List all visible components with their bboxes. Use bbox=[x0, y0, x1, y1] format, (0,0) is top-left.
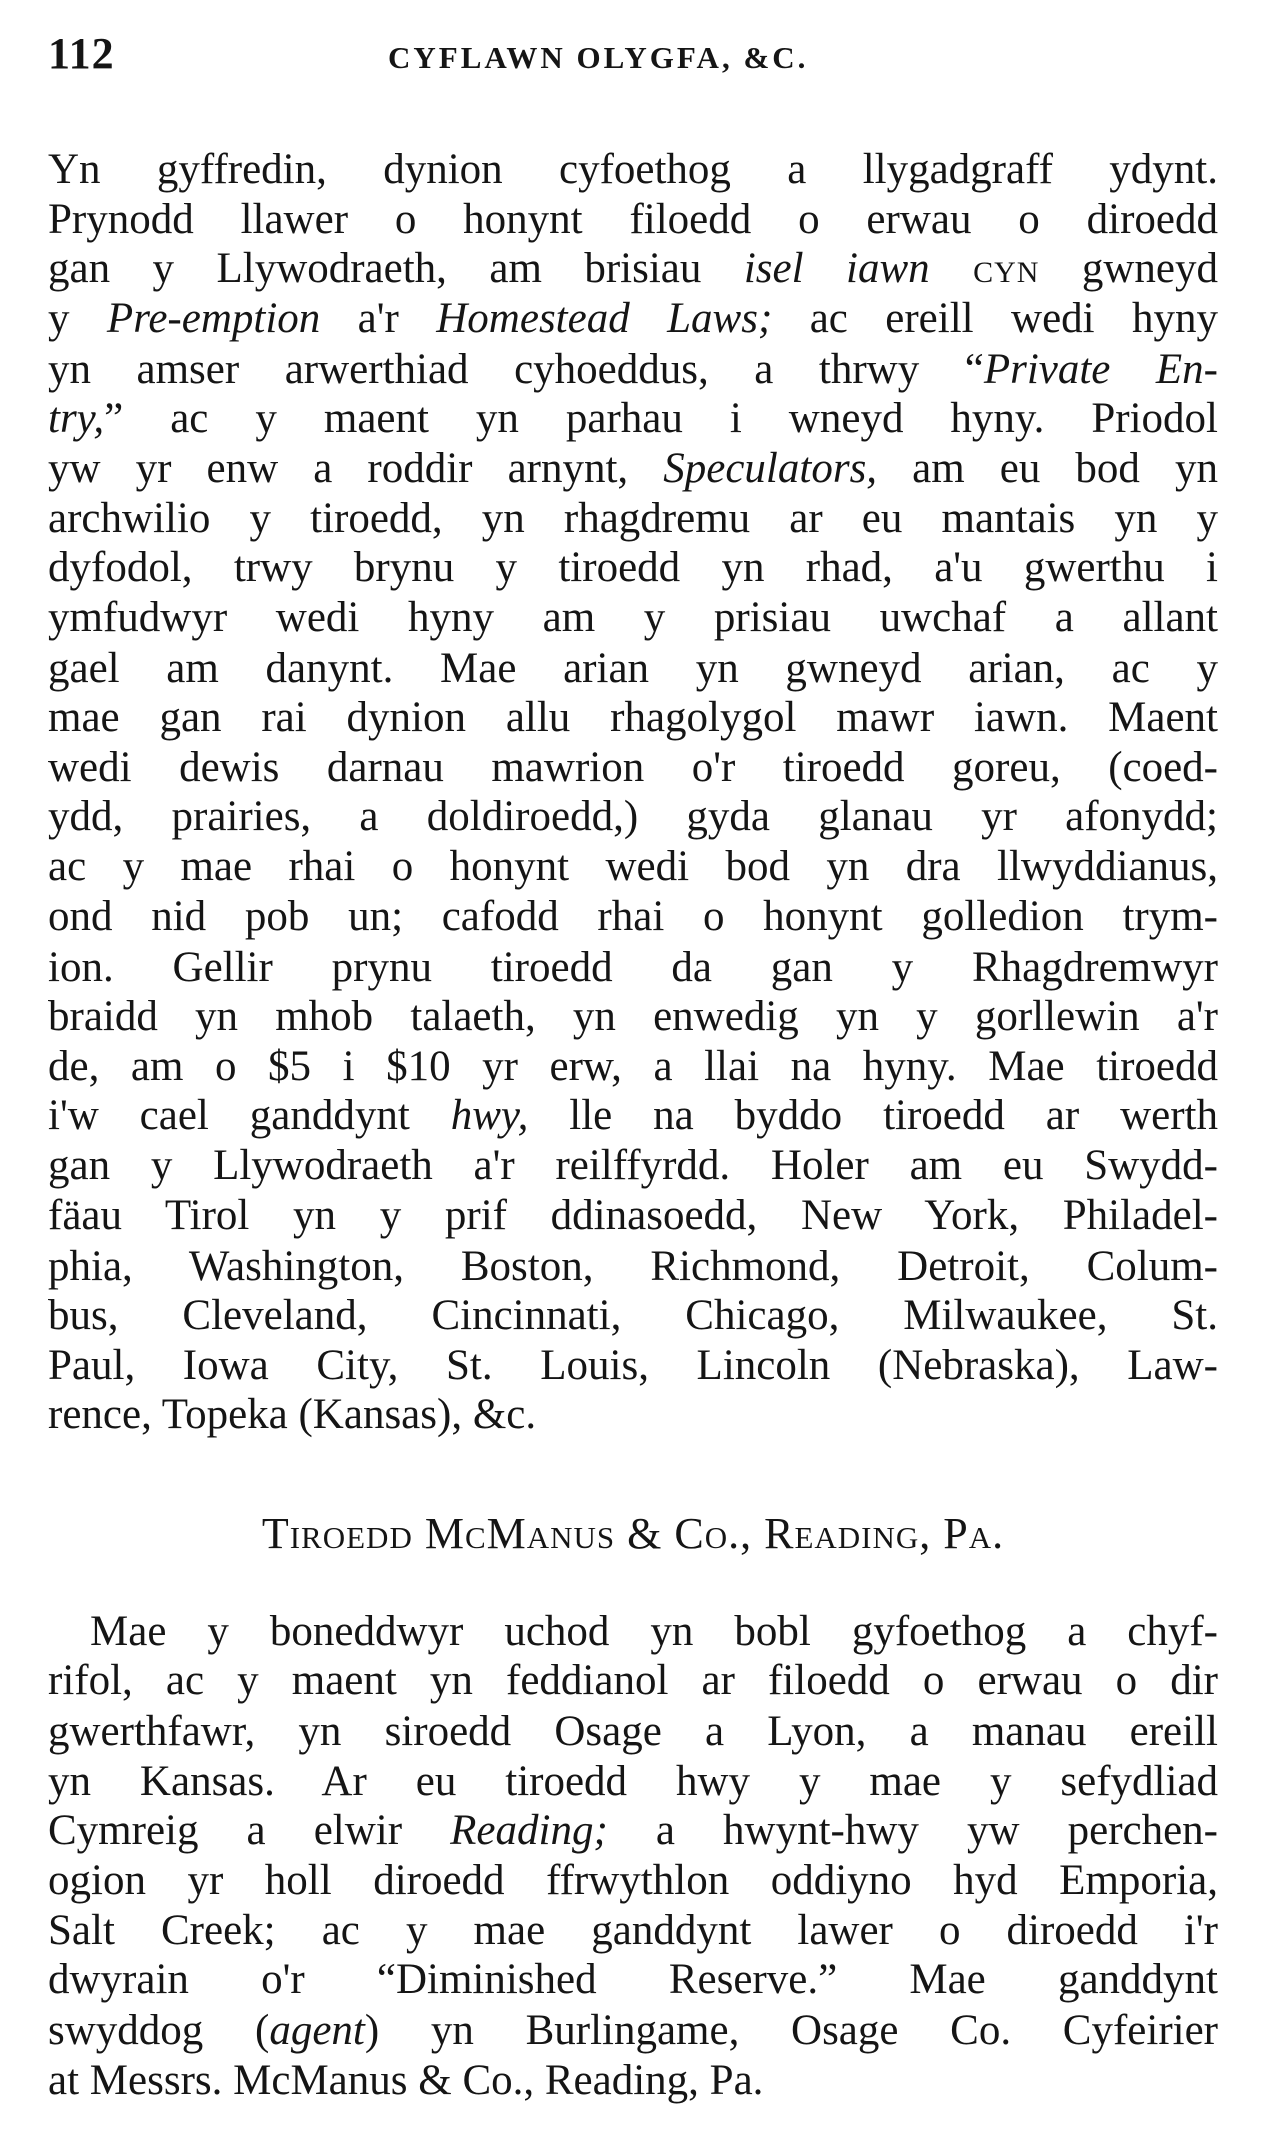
paragraph-1-line: Prynodd llawer o honynt filoedd o erwau o diroedd bbox=[48, 196, 1218, 243]
paragraph-1-line: y Pre-emption a'r Homestead Laws; ac ereill wedi hyny bbox=[48, 295, 1219, 342]
running-head bbox=[48, 28, 1213, 88]
running-title: CYFLAWN OLYGFA, &C. bbox=[388, 40, 809, 75]
paragraph-1-line: Yn gyffredin, dynion cyfoethog a llygadgraff ydynt. bbox=[48, 146, 1218, 193]
paragraph-1-line: mae gan rai dynion allu rhagolygol mawr iawn. Maent bbox=[48, 694, 1218, 741]
paragraph-1-line: yw yr enw a roddir arnynt, Speculators, am eu bod yn bbox=[48, 445, 1218, 492]
paragraph-1-line: gan y Llywodraeth a'r reilffyrdd. Holer am eu Swydd- bbox=[48, 1142, 1218, 1189]
paragraph-1-line: braidd yn mhob talaeth, yn enwedig yn y gorllewin a'r bbox=[48, 993, 1218, 1040]
paragraph-1-line: bus, Cleveland, Cincinnati, Chicago, Milwaukee, St. bbox=[48, 1292, 1218, 1339]
paragraph-1-line: gael am danynt. Mae arian yn gwneyd arian, ac y bbox=[48, 645, 1218, 692]
paragraph-2-line: at Messrs. McManus & Co., Reading, Pa. bbox=[48, 2057, 764, 2104]
paragraph-1-line: dyfodol, trwy brynu y tiroedd yn rhad, a'u gwerthu i bbox=[48, 544, 1218, 591]
paragraph-2-line: yn Kansas. Ar eu tiroedd hwy y mae y sefydliad bbox=[48, 1758, 1218, 1805]
paragraph-1-line: ion. Gellir prynu tiroedd da gan y Rhagdremwyr bbox=[48, 944, 1218, 991]
section-heading: Tiroedd McManus & Co., Reading, Pa. bbox=[261, 1509, 1005, 1558]
paragraph-1-line: fäau Tirol yn y prif ddinasoedd, New York, Philadel- bbox=[48, 1192, 1218, 1239]
paragraph-1-line: wedi dewis darnau mawrion o'r tiroedd goreu, (coed- bbox=[48, 744, 1218, 791]
paragraph-2-line: dwyrain o'r “Diminished Reserve.” Mae ganddynt bbox=[48, 1956, 1218, 2003]
paragraph-2-line: Mae y boneddwyr uchod yn bobl gyfoethog a chyf- bbox=[90, 1608, 1218, 1655]
paragraph-1-line: phia, Washington, Boston, Richmond, Detroit, Colum- bbox=[48, 1243, 1218, 1290]
paragraph-1-line: archwilio y tiroedd, yn rhagdremu ar eu mantais yn y bbox=[48, 495, 1218, 542]
paragraph-1-line: de, am o $5 i $10 yr erw, a llai na hyny. Mae tiroedd bbox=[48, 1043, 1218, 1090]
paragraph-1-line: ymfudwyr wedi hyny am y prisiau uwchaf a allant bbox=[48, 594, 1218, 641]
paragraph-1-line: yn amser arwerthiad cyhoeddus, a thrwy “Private En- bbox=[48, 346, 1218, 393]
paragraph-2-line: Cymreig a elwir Reading; a hwynt-hwy yw perchen- bbox=[48, 1807, 1218, 1854]
paragraph-1-line: rence, Topeka (Kansas), &c. bbox=[48, 1391, 537, 1438]
paragraph-1-line: gan y Llywodraeth, am brisiau isel iawn cyn gwneyd bbox=[48, 245, 1219, 292]
paragraph-1-line: Paul, Iowa City, St. Louis, Lincoln (Nebraska), Law- bbox=[48, 1342, 1218, 1389]
paragraph-1-line: try,” ac y maent yn parhau i wneyd hyny. Priodol bbox=[48, 395, 1218, 442]
paragraph-2-line: rifol, ac y maent yn feddianol ar filoedd o erwau o dir bbox=[48, 1657, 1218, 1704]
paragraph-2-line: ogion yr holl diroedd ffrwythlon oddiyno hyd Emporia, bbox=[48, 1857, 1218, 1904]
paragraph-1-line: ond nid pob un; cafodd rhai o honynt golledion trym- bbox=[48, 893, 1218, 940]
paragraph-2-line: gwerthfawr, yn siroedd Osage a Lyon, a manau ereill bbox=[48, 1708, 1218, 1755]
paragraph-1-line: ac y mae rhai o honynt wedi bod yn dra llwyddianus, bbox=[48, 843, 1218, 890]
paragraph-1-line: ydd, prairies, a doldiroedd,) gyda glanau yr afonydd; bbox=[48, 793, 1218, 840]
paragraph-2-line: Salt Creek; ac y mae ganddynt lawer o diroedd i'r bbox=[48, 1907, 1218, 1954]
paragraph-2-line: swyddog (agent) yn Burlingame, Osage Co. Cyfeirier bbox=[48, 2007, 1218, 2054]
paragraph-1-line: i'w cael ganddynt hwy, lle na byddo tiroedd ar werth bbox=[48, 1092, 1218, 1139]
page-number: 112 bbox=[48, 29, 115, 78]
